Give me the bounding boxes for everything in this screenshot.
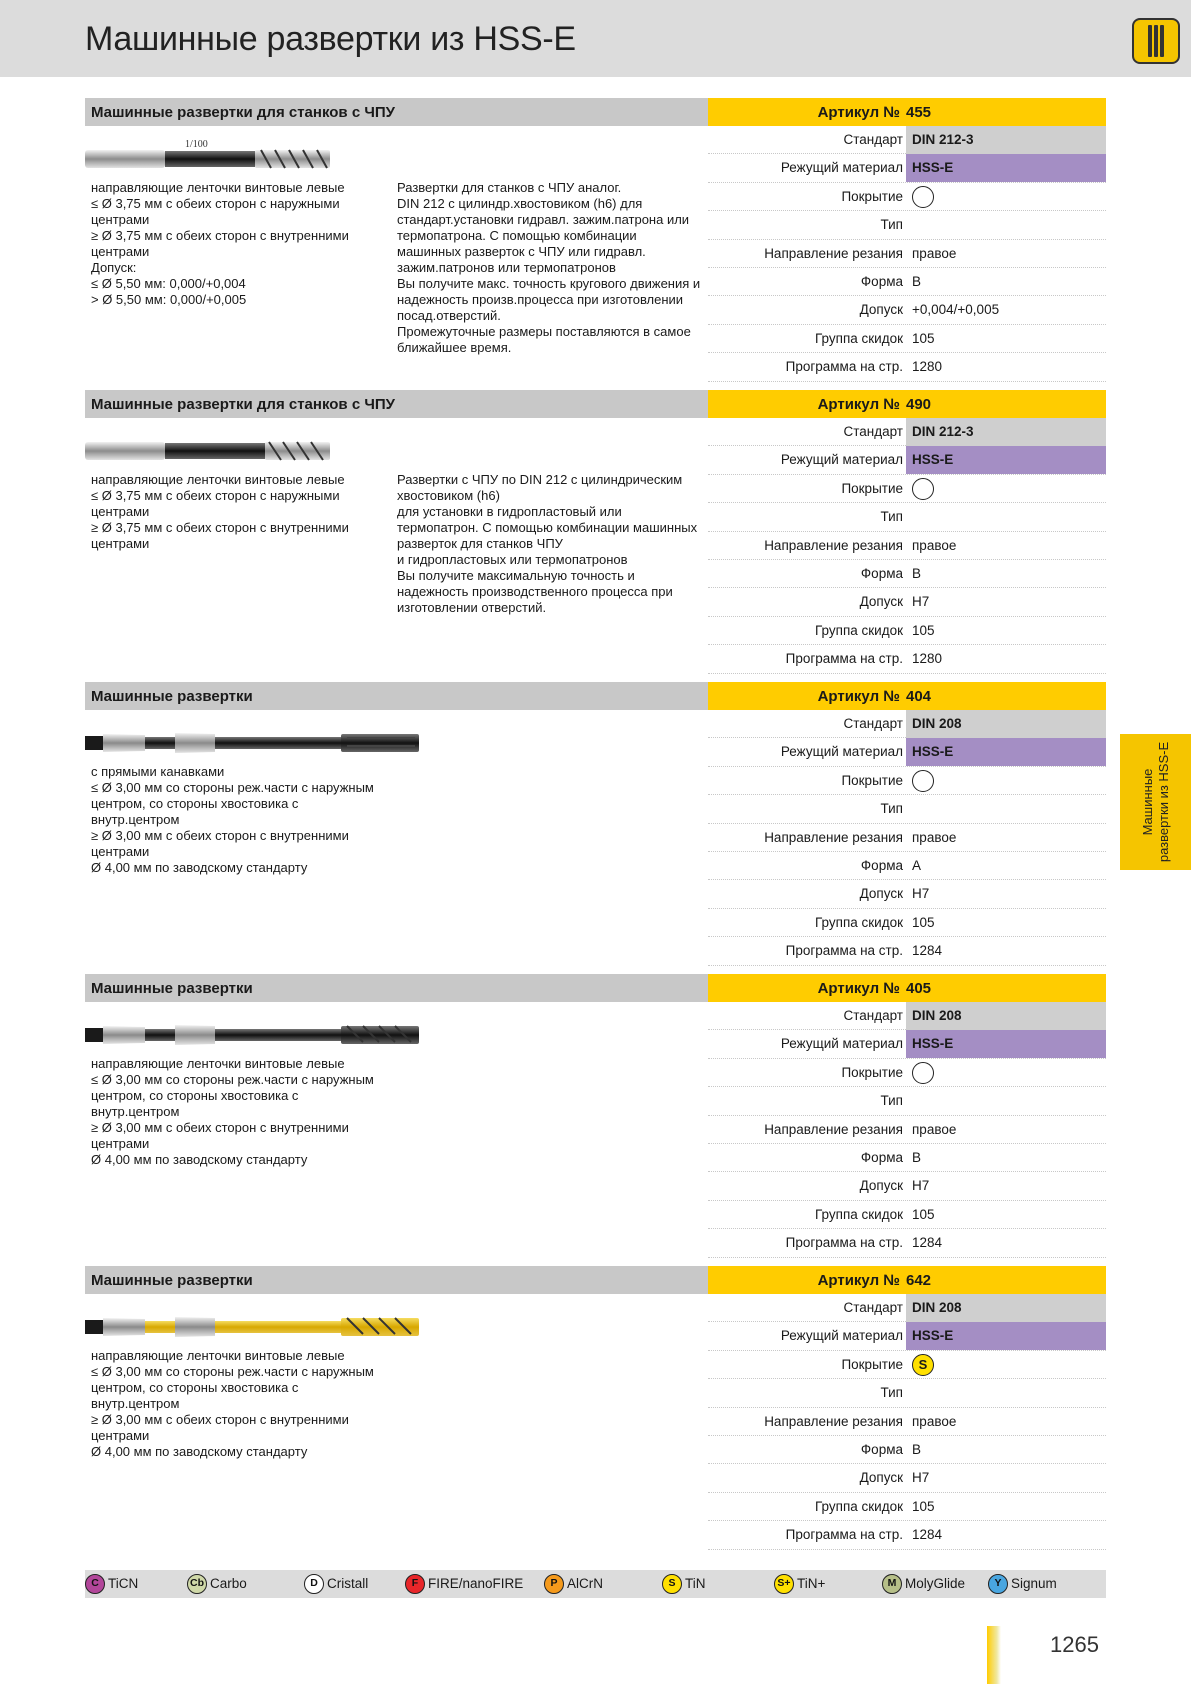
page-header xyxy=(0,0,1191,77)
program-page-value: 1284 xyxy=(912,943,943,959)
standard-value: DIN 208 xyxy=(912,1300,962,1315)
program-page-cell xyxy=(906,937,1106,965)
prop-row-coating xyxy=(708,1059,1106,1087)
article-number[interactable]: 642 xyxy=(906,1272,932,1289)
prop-row-type xyxy=(708,1087,1106,1115)
cutting-material-cell xyxy=(906,738,1106,766)
legend-item xyxy=(544,1574,603,1594)
reamer-category-icon xyxy=(1132,18,1180,64)
form-cell xyxy=(906,268,1106,296)
program-page-value: 1280 xyxy=(912,359,943,375)
standard-label: Стандарт xyxy=(843,716,903,731)
prop-row-coating xyxy=(708,767,1106,795)
cutting-direction-label: Направление резания xyxy=(764,537,903,553)
tolerance-label: Допуск xyxy=(859,1178,903,1194)
prop-row-type xyxy=(708,1379,1106,1407)
section-header xyxy=(85,682,708,710)
form-value: B xyxy=(912,273,922,289)
legend-item xyxy=(988,1574,1057,1594)
form-cell xyxy=(906,1144,1106,1172)
coating-label: Покрытие xyxy=(841,480,903,496)
form-label: Форма xyxy=(860,273,903,289)
legend-label: MolyGlide xyxy=(905,1576,966,1591)
legend-label: Signum xyxy=(1011,1576,1057,1591)
program-page-cell xyxy=(906,1229,1106,1257)
tool-tolerance-marking: 1/100 xyxy=(185,139,208,150)
prop-row-discount-group xyxy=(708,325,1106,353)
tolerance-value: +0,004/+0,005 xyxy=(912,302,1000,318)
chapter-side-tab-label: Машинные развертки из HSS-E xyxy=(1139,741,1171,863)
program-page-value: 1284 xyxy=(912,1527,943,1543)
cutting-material-value: HSS-E xyxy=(912,1036,954,1052)
prop-row-standard xyxy=(708,418,1106,446)
coating-cell xyxy=(906,183,1106,211)
coating-icon xyxy=(912,478,934,500)
tolerance-value: H7 xyxy=(912,1470,930,1486)
article-label: Артикул № xyxy=(817,104,900,121)
legend-label: AlCrN xyxy=(567,1576,603,1591)
prop-row-form xyxy=(708,852,1106,880)
article-number[interactable]: 405 xyxy=(906,980,932,997)
cutting-material-value: HSS-E xyxy=(912,452,954,468)
prop-row-program-page xyxy=(708,937,1106,965)
article-bar xyxy=(708,390,1106,418)
article-number[interactable]: 455 xyxy=(906,104,932,121)
discount-group-value: 105 xyxy=(912,330,935,346)
prop-row-type xyxy=(708,795,1106,823)
discount-group-value: 105 xyxy=(912,1498,935,1514)
legend-label: Carbo xyxy=(210,1576,247,1591)
prop-row-tolerance xyxy=(708,1172,1106,1200)
prop-row-cutting-direction xyxy=(708,1116,1106,1144)
tool-image xyxy=(85,138,335,183)
prop-row-standard xyxy=(708,1002,1106,1030)
type-label: Тип xyxy=(880,1093,903,1109)
section-header xyxy=(85,1266,708,1294)
discount-group-value: 105 xyxy=(912,622,935,638)
coating-cell xyxy=(906,1351,1106,1379)
section-title: Машинные развертки для станков с ЧПУ xyxy=(91,104,395,121)
legend-label: FIRE/nanoFIRE xyxy=(428,1576,524,1591)
tool-image xyxy=(85,430,335,475)
cutting-direction-value: правое xyxy=(912,1121,957,1137)
prop-row-coating xyxy=(708,475,1106,503)
cutting-direction-label: Направление резания xyxy=(764,829,903,845)
standard-value: DIN 212-3 xyxy=(912,132,974,147)
section-header xyxy=(85,974,708,1002)
tolerance-cell xyxy=(906,880,1106,908)
standard-cell xyxy=(906,710,1106,738)
cutting-material-cell xyxy=(906,1322,1106,1350)
legend-label: TiN xyxy=(685,1576,706,1591)
legend-item xyxy=(187,1574,247,1594)
prop-row-form xyxy=(708,1436,1106,1464)
tool-description-text: Развертки с ЧПУ по DIN 212 с цилиндрическим хвостовиком (h6) для установки в гидропластовый или термопатрон. С помощью комбинации машинных разверток для станков ЧПУ и гидропластовых или термопатронов Вы получите максимальную точность и надежность производственного процесса при изготовлении отверстий. xyxy=(397,472,698,615)
prop-row-cutting-material xyxy=(708,1322,1106,1350)
section-title: Машинные развертки для станков с ЧПУ xyxy=(91,396,395,413)
prop-row-discount-group xyxy=(708,909,1106,937)
coating-badge-icon: M xyxy=(882,1574,902,1594)
type-label: Тип xyxy=(880,217,903,233)
type-label: Тип xyxy=(880,801,903,817)
tool-features-text: направляющие ленточки винтовые левые ≤ Ø 3,00 мм со стороны реж.части с наружным центром, со стороны хвостовика с внутр.центром ≥ Ø 3,00 мм с обеих сторон с внутренними центрами Ø 4,00 мм по заводскому стандарту xyxy=(91,1056,374,1167)
cutting-direction-cell xyxy=(906,824,1106,852)
form-cell xyxy=(906,1436,1106,1464)
type-cell xyxy=(906,1087,1106,1115)
form-label: Форма xyxy=(860,565,903,581)
standard-label: Стандарт xyxy=(843,132,903,147)
product-section xyxy=(85,974,1106,1266)
tolerance-cell xyxy=(906,588,1106,616)
cutting-material-label: Режущий материал xyxy=(780,1328,903,1344)
product-section xyxy=(85,390,1106,682)
prop-row-coating xyxy=(708,1351,1106,1379)
cutting-direction-value: правое xyxy=(912,1413,957,1429)
discount-group-value: 105 xyxy=(912,914,935,930)
tool-features-text: с прямыми канавками ≤ Ø 3,00 мм со стороны реж.части с наружным центром, со стороны хвостовика с внутр.центром ≥ Ø 3,00 мм с обеих сторон с внутренними центрами Ø 4,00 мм по заводскому стандарту xyxy=(91,764,374,875)
prop-row-program-page xyxy=(708,353,1106,381)
coating-badge-icon: Cb xyxy=(187,1574,207,1594)
program-page-label: Программа на стр. xyxy=(785,651,903,667)
article-label: Артикул № xyxy=(817,396,900,413)
section-title: Машинные развертки xyxy=(91,980,253,997)
section-header xyxy=(85,390,708,418)
prop-row-form xyxy=(708,560,1106,588)
prop-row-cutting-material xyxy=(708,446,1106,474)
legend-label: Cristall xyxy=(327,1576,369,1591)
type-label: Тип xyxy=(880,509,903,525)
prop-row-cutting-material xyxy=(708,154,1106,182)
coating-badge-icon: C xyxy=(85,1574,105,1594)
program-page-label: Программа на стр. xyxy=(785,943,903,959)
prop-row-standard xyxy=(708,710,1106,738)
standard-cell xyxy=(906,126,1106,154)
article-label: Артикул № xyxy=(817,1272,900,1289)
program-page-cell xyxy=(906,645,1106,673)
prop-row-cutting-direction xyxy=(708,824,1106,852)
program-page-label: Программа на стр. xyxy=(785,359,903,375)
cutting-direction-cell xyxy=(906,1408,1106,1436)
discount-group-label: Группа скидок xyxy=(814,622,903,638)
standard-label: Стандарт xyxy=(843,424,903,439)
coating-badge-icon: Y xyxy=(988,1574,1008,1594)
form-value: B xyxy=(912,1441,922,1457)
prop-row-tolerance xyxy=(708,296,1106,324)
discount-group-cell xyxy=(906,325,1106,353)
legend-item xyxy=(405,1574,523,1594)
tool-features-text: направляющие ленточки винтовые левые ≤ Ø 3,75 мм с обеих сторон с наружными центрами ≥ Ø 3,75 мм с обеих сторон с внутренними центрами xyxy=(91,472,349,551)
form-label: Форма xyxy=(860,1149,903,1165)
properties-table xyxy=(708,1294,1106,1550)
discount-group-label: Группа скидок xyxy=(814,330,903,346)
cutting-direction-value: правое xyxy=(912,245,957,261)
tool-features-text: направляющие ленточки винтовые левые ≤ Ø 3,75 мм с обеих сторон с наружными центрами ≥ Ø 3,75 мм с обеих сторон с внутренними центрами Допуск: ≤ Ø 5,50 мм: 0,000/+0,004 > Ø 5,50 мм: 0,000/+0,005 xyxy=(91,180,349,307)
program-page-label: Программа на стр. xyxy=(785,1527,903,1543)
article-number[interactable]: 404 xyxy=(906,688,932,705)
standard-label: Стандарт xyxy=(843,1008,903,1023)
page-title: Машинные развертки из HSS-E xyxy=(85,20,576,58)
legend-item xyxy=(85,1574,138,1594)
coating-legend xyxy=(85,1570,1106,1598)
discount-group-cell xyxy=(906,1201,1106,1229)
coating-icon xyxy=(912,186,934,208)
type-cell xyxy=(906,503,1106,531)
cutting-material-cell xyxy=(906,1030,1106,1058)
coating-badge-icon: S xyxy=(662,1574,682,1594)
cutting-direction-cell xyxy=(906,240,1106,268)
prop-row-discount-group xyxy=(708,1493,1106,1521)
standard-label: Стандарт xyxy=(843,1300,903,1315)
program-page-label: Программа на стр. xyxy=(785,1235,903,1251)
product-section xyxy=(85,682,1106,974)
program-page-cell xyxy=(906,1521,1106,1549)
standard-cell xyxy=(906,418,1106,446)
form-label: Форма xyxy=(860,857,903,873)
properties-table xyxy=(708,418,1106,674)
tolerance-label: Допуск xyxy=(859,886,903,902)
coating-icon xyxy=(912,1062,934,1084)
prop-row-program-page xyxy=(708,1521,1106,1549)
cutting-material-label: Режущий материал xyxy=(780,452,903,468)
prop-row-program-page xyxy=(708,1229,1106,1257)
prop-row-cutting-direction xyxy=(708,240,1106,268)
cutting-material-value: HSS-E xyxy=(912,160,954,176)
prop-row-discount-group xyxy=(708,1201,1106,1229)
cutting-material-label: Режущий материал xyxy=(780,744,903,760)
prop-row-tolerance xyxy=(708,588,1106,616)
legend-item xyxy=(882,1574,965,1594)
article-bar xyxy=(708,1266,1106,1294)
discount-group-cell xyxy=(906,617,1106,645)
tool-image xyxy=(85,1014,425,1059)
coating-icon: S xyxy=(912,1354,934,1376)
prop-row-cutting-direction xyxy=(708,532,1106,560)
form-value: B xyxy=(912,565,922,581)
prop-row-cutting-material xyxy=(708,1030,1106,1058)
legend-item xyxy=(662,1574,706,1594)
tool-features-text: направляющие ленточки винтовые левые ≤ Ø 3,00 мм со стороны реж.части с наружным центром, со стороны хвостовика с внутр.центром ≥ Ø 3,00 мм с обеих сторон с внутренними центрами Ø 4,00 мм по заводскому стандарту xyxy=(91,1348,374,1459)
cutting-material-value: HSS-E xyxy=(912,744,954,760)
prop-row-form xyxy=(708,1144,1106,1172)
coating-label: Покрытие xyxy=(841,1356,903,1372)
coating-cell xyxy=(906,767,1106,795)
coating-cell xyxy=(906,1059,1106,1087)
discount-group-label: Группа скидок xyxy=(814,914,903,930)
tolerance-cell xyxy=(906,1172,1106,1200)
prop-row-discount-group xyxy=(708,617,1106,645)
program-page-value: 1280 xyxy=(912,651,943,667)
product-section xyxy=(85,1266,1106,1558)
tolerance-cell xyxy=(906,296,1106,324)
form-value: B xyxy=(912,1149,922,1165)
tool-image xyxy=(85,1306,425,1351)
standard-value: DIN 208 xyxy=(912,1008,962,1023)
section-header xyxy=(85,98,708,126)
prop-row-coating xyxy=(708,183,1106,211)
cutting-direction-label: Направление резания xyxy=(764,1121,903,1137)
type-cell xyxy=(906,211,1106,239)
tolerance-label: Допуск xyxy=(859,1470,903,1486)
product-section xyxy=(85,98,1106,390)
cutting-direction-value: правое xyxy=(912,829,957,845)
cutting-material-label: Режущий материал xyxy=(780,1036,903,1052)
cutting-direction-value: правое xyxy=(912,537,957,553)
prop-row-type xyxy=(708,211,1106,239)
tolerance-value: H7 xyxy=(912,594,930,610)
article-label: Артикул № xyxy=(817,980,900,997)
prop-row-standard xyxy=(708,1294,1106,1322)
coating-badge-icon: P xyxy=(544,1574,564,1594)
cutting-direction-label: Направление резания xyxy=(764,245,903,261)
discount-group-label: Группа скидок xyxy=(814,1206,903,1222)
coating-label: Покрытие xyxy=(841,772,903,788)
prop-row-standard xyxy=(708,126,1106,154)
tool-description-text: Развертки для станков с ЧПУ аналог. DIN 212 с цилиндр.хвостовиком (h6) для стандарт.установки гидравл. зажим.патрона или термопатрона. С помощью комбинации машинных разверток с ЧПУ или гидравл. зажим.патронов или термопатронов Вы получите макс. точность кругового движения и надежность произв.процесса при изготовлении посад.отверстий. Промежуточные размеры поставляются в самое ближайшее время. xyxy=(397,180,701,355)
cutting-direction-cell xyxy=(906,1116,1106,1144)
standard-cell xyxy=(906,1294,1106,1322)
prop-row-tolerance xyxy=(708,880,1106,908)
tolerance-cell xyxy=(906,1464,1106,1492)
cutting-direction-cell xyxy=(906,532,1106,560)
properties-table xyxy=(708,126,1106,382)
form-cell xyxy=(906,852,1106,880)
chapter-side-tab[interactable] xyxy=(1120,734,1191,870)
cutting-direction-label: Направление резания xyxy=(764,1413,903,1429)
page-number: 1265 xyxy=(1050,1632,1099,1657)
standard-value: DIN 208 xyxy=(912,716,962,731)
tolerance-value: H7 xyxy=(912,1178,930,1194)
coating-label: Покрытие xyxy=(841,1064,903,1080)
type-cell xyxy=(906,1379,1106,1407)
article-bar xyxy=(708,682,1106,710)
program-page-cell xyxy=(906,353,1106,381)
discount-group-label: Группа скидок xyxy=(814,1498,903,1514)
prop-row-cutting-material xyxy=(708,738,1106,766)
coating-badge-icon: D xyxy=(304,1574,324,1594)
properties-table xyxy=(708,1002,1106,1258)
tool-image xyxy=(85,722,425,767)
standard-value: DIN 212-3 xyxy=(912,424,974,439)
cutting-material-value: HSS-E xyxy=(912,1328,954,1344)
coating-cell xyxy=(906,475,1106,503)
program-page-value: 1284 xyxy=(912,1235,943,1251)
coating-badge-icon: F xyxy=(405,1574,425,1594)
tolerance-value: H7 xyxy=(912,886,930,902)
discount-group-cell xyxy=(906,1493,1106,1521)
form-value: A xyxy=(912,857,922,873)
prop-row-tolerance xyxy=(708,1464,1106,1492)
coating-badge-icon: S+ xyxy=(774,1574,794,1594)
cutting-material-cell xyxy=(906,154,1106,182)
standard-cell xyxy=(906,1002,1106,1030)
discount-group-value: 105 xyxy=(912,1206,935,1222)
form-cell xyxy=(906,560,1106,588)
properties-table xyxy=(708,710,1106,966)
type-label: Тип xyxy=(880,1385,903,1401)
legend-label: TiCN xyxy=(108,1576,139,1591)
section-title: Машинные развертки xyxy=(91,688,253,705)
article-number[interactable]: 490 xyxy=(906,396,932,413)
legend-item xyxy=(304,1574,368,1594)
prop-row-cutting-direction xyxy=(708,1408,1106,1436)
prop-row-form xyxy=(708,268,1106,296)
coating-icon xyxy=(912,770,934,792)
legend-item xyxy=(774,1574,825,1594)
type-cell xyxy=(906,795,1106,823)
section-title: Машинные развертки xyxy=(91,1272,253,1289)
form-label: Форма xyxy=(860,1441,903,1457)
article-bar xyxy=(708,974,1106,1002)
article-label: Артикул № xyxy=(817,688,900,705)
prop-row-type xyxy=(708,503,1106,531)
discount-group-cell xyxy=(906,909,1106,937)
tolerance-label: Допуск xyxy=(859,594,903,610)
cutting-material-cell xyxy=(906,446,1106,474)
tolerance-label: Допуск xyxy=(859,302,903,318)
legend-label: TiN+ xyxy=(797,1576,826,1591)
page-number-marker xyxy=(987,1626,1001,1684)
article-bar xyxy=(708,98,1106,126)
cutting-material-label: Режущий материал xyxy=(780,160,903,176)
coating-label: Покрытие xyxy=(841,188,903,204)
prop-row-program-page xyxy=(708,645,1106,673)
